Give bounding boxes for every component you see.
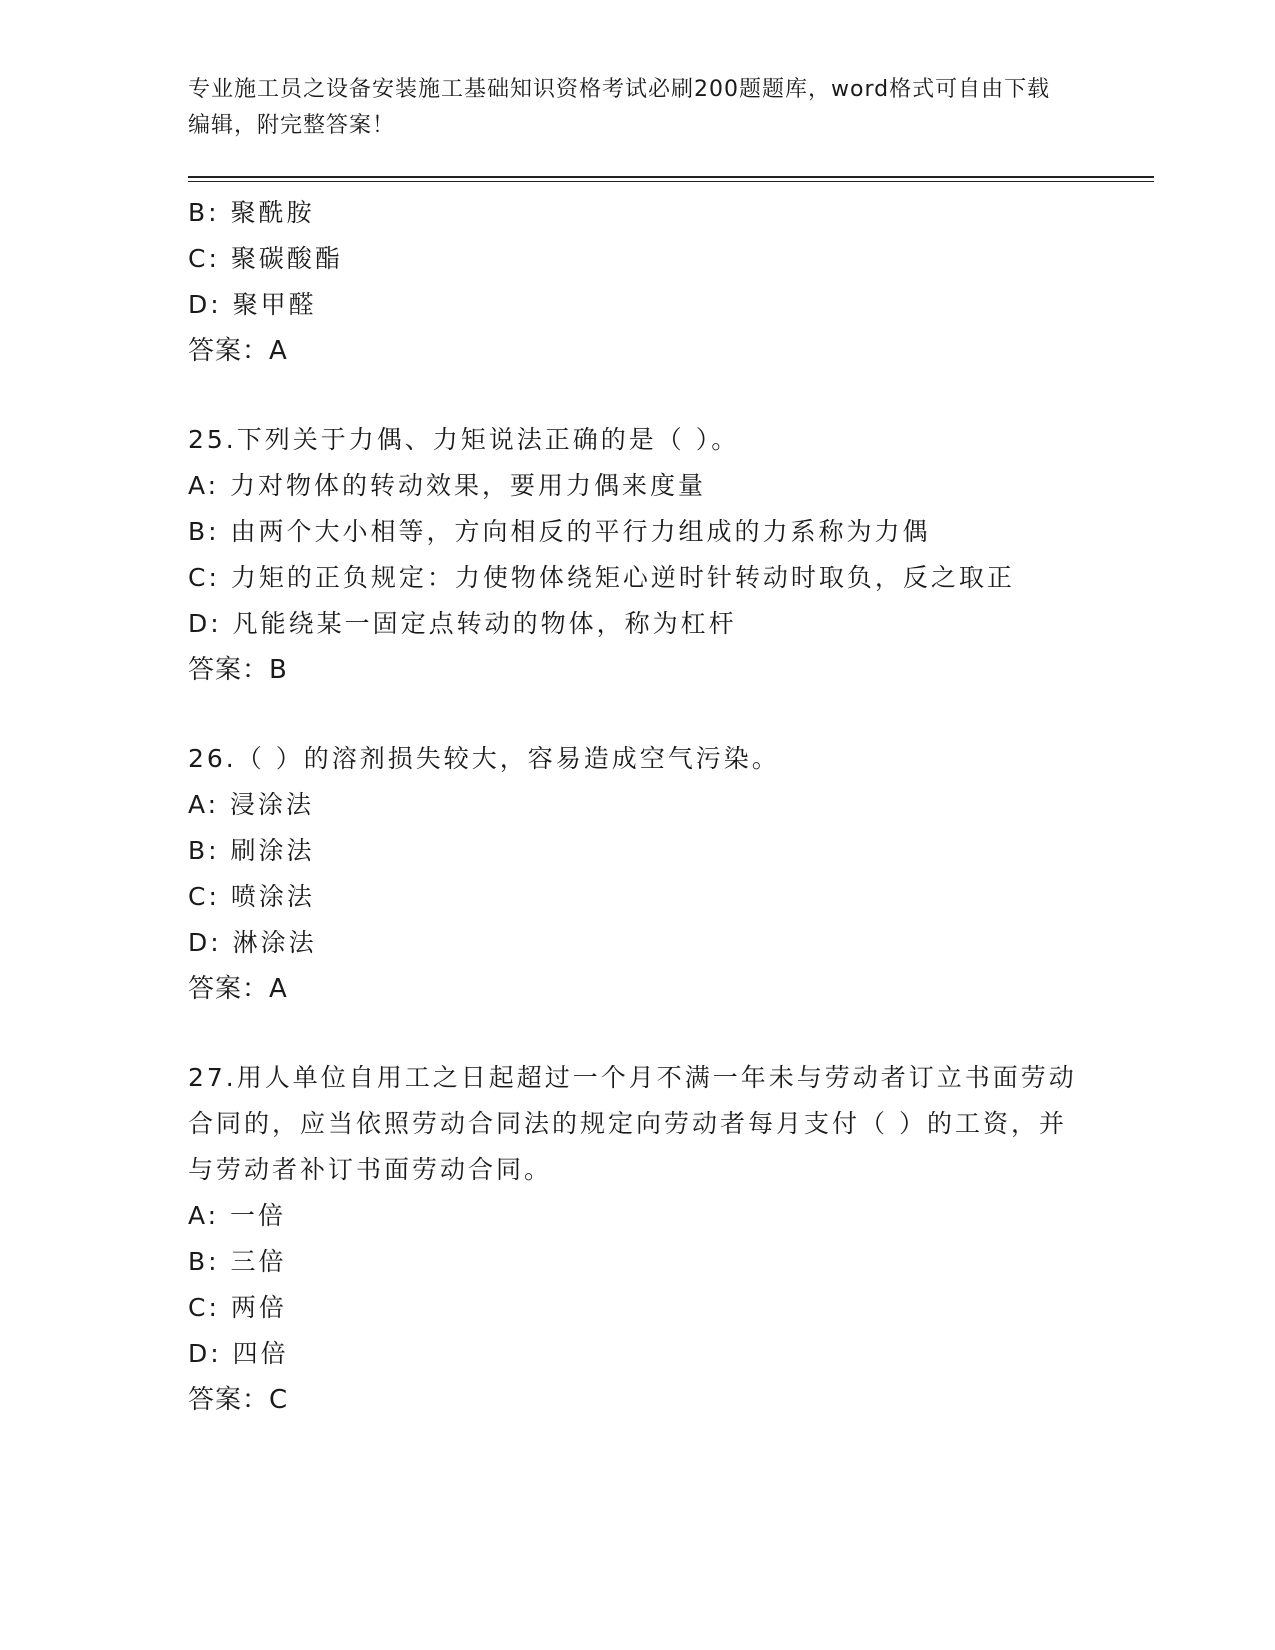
option-a: A: 一倍 [188, 1201, 287, 1230]
spacer [188, 693, 1088, 736]
spacer [188, 1012, 1088, 1055]
option-d: D: 聚甲醛 [188, 290, 317, 319]
spacer [188, 374, 1088, 417]
header-divider [188, 176, 1154, 178]
document-header: 专业施工员之设备安装施工基础知识资格考试必刷200题题库，word格式可自由下载编辑，附完整答案！ [188, 77, 1051, 138]
option-d: D: 四倍 [188, 1339, 289, 1368]
answer-line: 答案：A [188, 974, 288, 1004]
option-b: B: 聚酰胺 [188, 198, 315, 227]
option-b: B: 刷涂法 [188, 836, 315, 865]
answer-line: 答案：A [188, 336, 288, 366]
option-a: A: 力对物体的转动效果，要用力偶来度量 [188, 471, 707, 500]
document-body [188, 190, 1088, 1423]
option-c: C: 力矩的正负规定：力使物体绕矩心逆时针转动时取负，反之取正 [188, 563, 1015, 592]
option-d: D: 淋涂法 [188, 928, 317, 957]
option-c: C: 两倍 [188, 1293, 287, 1322]
question-block-26 [188, 736, 1088, 1012]
header-divider-thin [188, 181, 1154, 182]
question-text: 25.下列关于力偶、力矩说法正确的是（ ）。 [188, 425, 740, 454]
question-block-27 [188, 1055, 1088, 1423]
question-text: 27.用人单位自用工之日起超过一个月不满一年未与劳动者订立书面劳动合同的，应当依照劳动合同法的规定向劳动者每月支付（ ）的工资，并与劳动者补订书面劳动合同。 [188, 1063, 1077, 1184]
answer-line: 答案：C [188, 1385, 289, 1415]
option-b: B: 由两个大小相等，方向相反的平行力组成的力系称为力偶 [188, 517, 931, 546]
option-b: B: 三倍 [188, 1247, 287, 1276]
option-c: C: 聚碳酸酯 [188, 244, 343, 273]
question-block-25 [188, 417, 1088, 693]
option-d: D: 凡能绕某一固定点转动的物体，称为杠杆 [188, 609, 737, 638]
option-a: A: 浸涂法 [188, 790, 315, 819]
question-text: 26.（ ）的溶剂损失较大，容易造成空气污染。 [188, 744, 780, 773]
question-block-partial [188, 190, 1088, 374]
answer-line: 答案：B [188, 655, 288, 685]
option-c: C: 喷涂法 [188, 882, 315, 911]
